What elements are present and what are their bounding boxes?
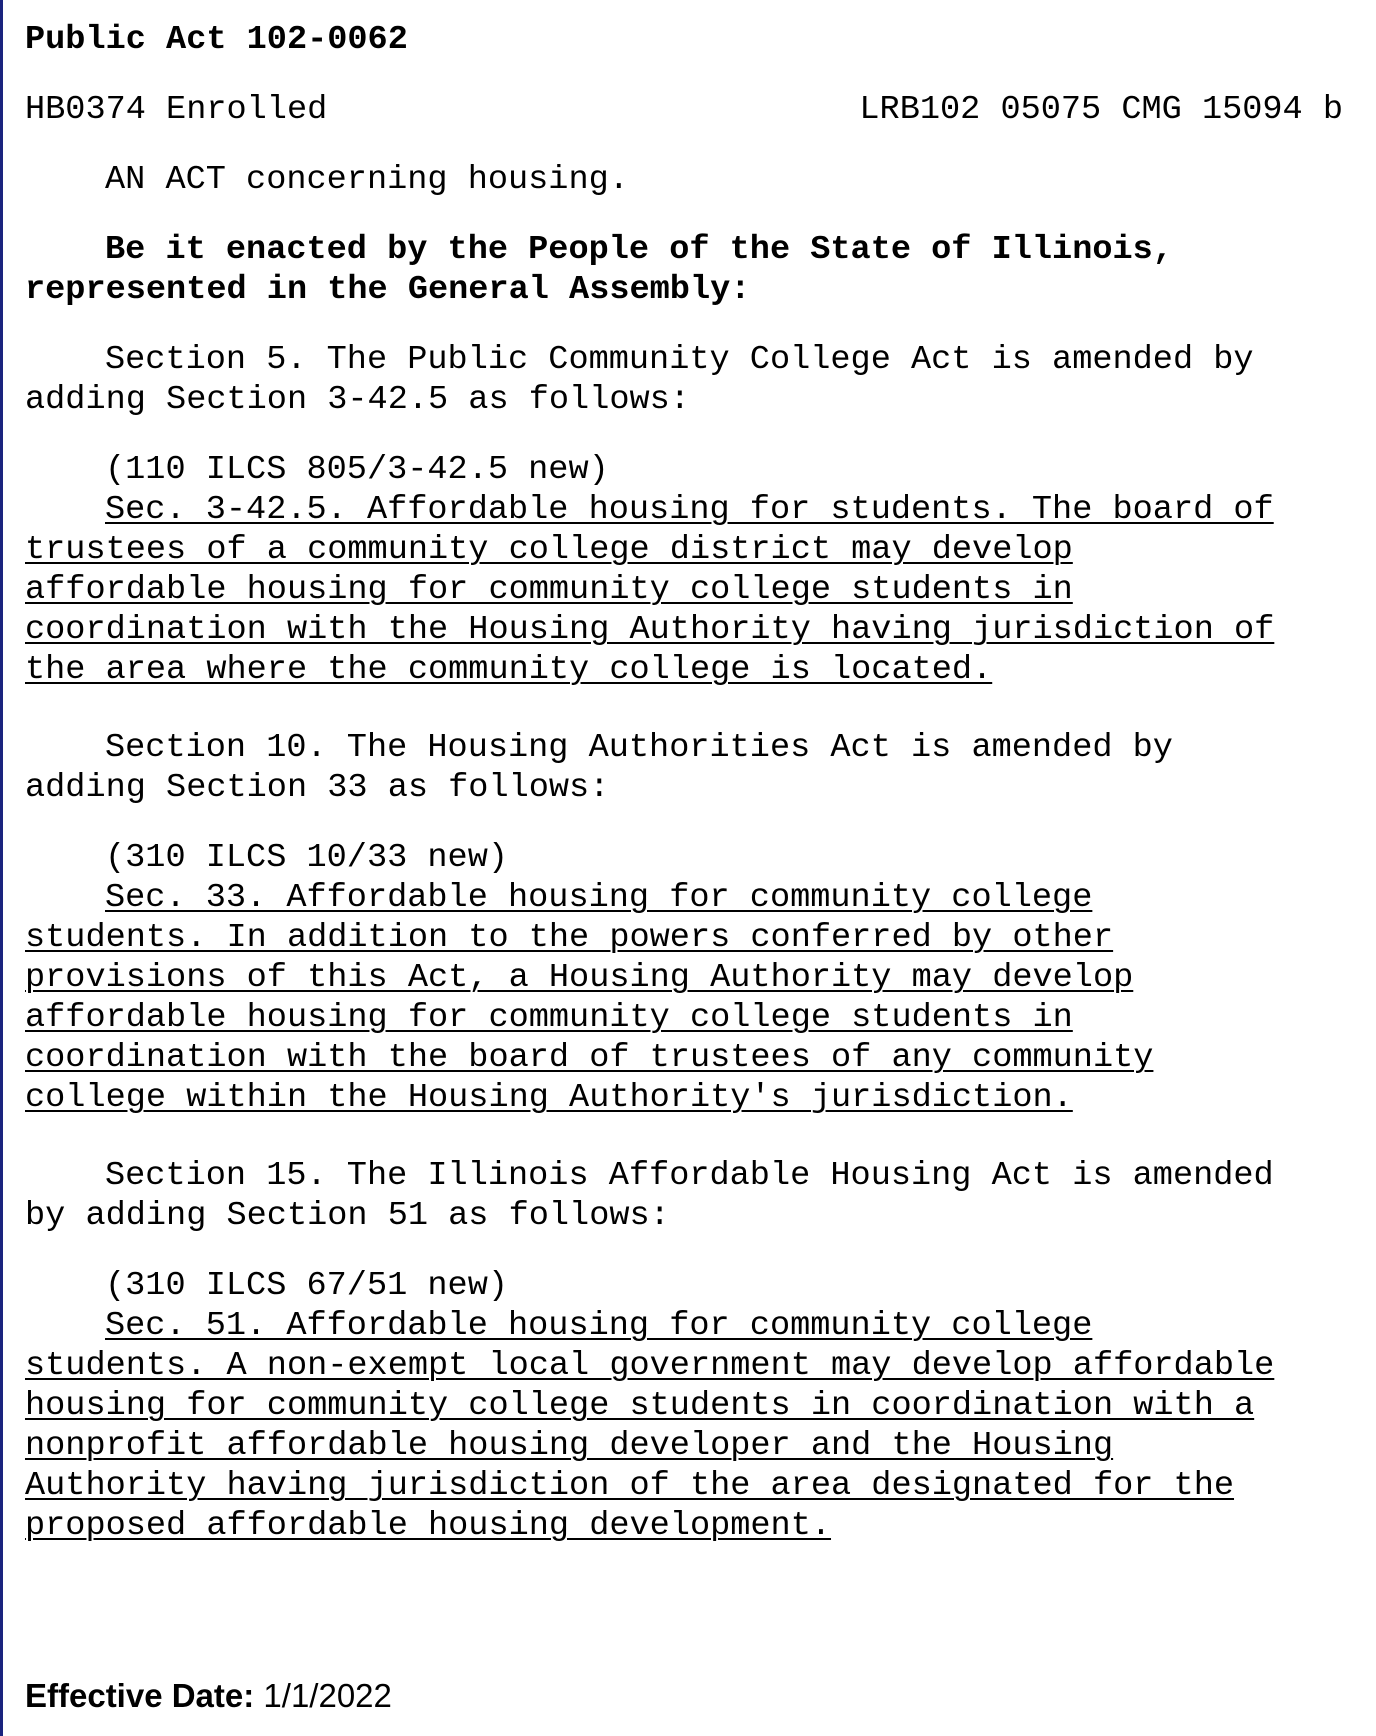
section-5-text-line: trustees of a community college district may develop bbox=[25, 531, 1073, 569]
section-10-text-line: affordable housing for community college students in bbox=[25, 999, 1073, 1037]
enacting-clause-line2: represented in the General Assembly: bbox=[25, 271, 751, 309]
section-10-text-line: Sec. 33. Affordable housing for community college bbox=[105, 879, 1093, 917]
bill-header bbox=[25, 90, 1343, 130]
act-title: AN ACT concerning housing. bbox=[105, 161, 629, 199]
public-act-title: Public Act 102-0062 bbox=[25, 21, 408, 59]
section-5-text-line: coordination with the Housing Authority having jurisdiction of bbox=[25, 611, 1275, 649]
section-15-text-line: nonprofit affordable housing developer and the Housing bbox=[25, 1427, 1114, 1465]
bill-id: HB0374 Enrolled bbox=[25, 91, 328, 129]
section-5-text-line: Sec. 3-42.5. Affordable housing for students. The board of bbox=[105, 491, 1274, 529]
section-15-text-line: students. A non-exempt local government may develop affordable bbox=[25, 1347, 1275, 1385]
effective-date-label: Effective Date: bbox=[25, 1677, 255, 1714]
section-10-text-line: college within the Housing Authority's jurisdiction. bbox=[25, 1079, 1073, 1117]
section-15-citation: (310 ILCS 67/51 new) bbox=[105, 1267, 509, 1305]
section-15-intro-line2: by adding Section 51 as follows: bbox=[25, 1197, 670, 1235]
section-5-citation: (110 ILCS 805/3-42.5 new) bbox=[105, 451, 609, 489]
section-5-intro-line1: Section 5. The Public Community College Act is amended by bbox=[105, 341, 1254, 379]
section-10-intro-line2: adding Section 33 as follows: bbox=[25, 769, 610, 807]
section-5-intro-line2: adding Section 3-42.5 as follows: bbox=[25, 381, 690, 419]
effective-date bbox=[25, 1676, 392, 1716]
section-15-text-line: Authority having jurisdiction of the area designated for the bbox=[25, 1467, 1235, 1505]
section-15-text-line: housing for community college students in coordination with a bbox=[25, 1387, 1255, 1425]
section-5-text-line: the area where the community college is located. bbox=[25, 651, 993, 689]
bill-text bbox=[25, 20, 1355, 1546]
section-10-citation: (310 ILCS 10/33 new) bbox=[105, 839, 509, 877]
enacting-clause-line1: Be it enacted by the People of the State of Illinois, bbox=[105, 231, 1173, 269]
section-10-text-line: students. In addition to the powers conferred by other bbox=[25, 919, 1114, 957]
effective-date-value: 1/1/2022 bbox=[263, 1677, 392, 1714]
section-10-text-line: provisions of this Act, a Housing Authority may develop bbox=[25, 959, 1134, 997]
section-15-text-line: Sec. 51. Affordable housing for community college bbox=[105, 1307, 1093, 1345]
section-15-text-line: proposed affordable housing development. bbox=[25, 1507, 832, 1545]
section-10-text-line: coordination with the board of trustees of any community bbox=[25, 1039, 1154, 1077]
section-10-intro-line1: Section 10. The Housing Authorities Act is amended by bbox=[105, 729, 1173, 767]
lrb-number: LRB102 05075 CMG 15094 b bbox=[859, 91, 1343, 129]
section-15-intro-line1: Section 15. The Illinois Affordable Housing Act is amended bbox=[105, 1157, 1274, 1195]
section-5-text-line: affordable housing for community college students in bbox=[25, 571, 1073, 609]
